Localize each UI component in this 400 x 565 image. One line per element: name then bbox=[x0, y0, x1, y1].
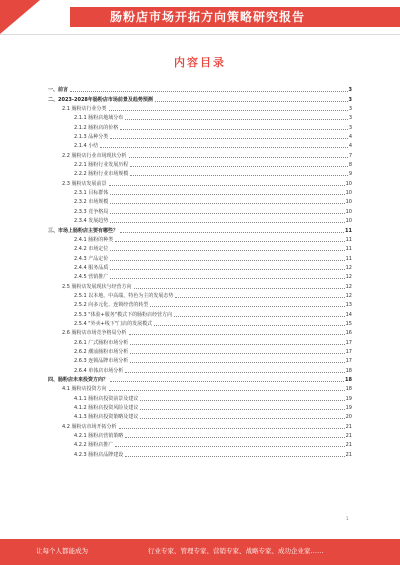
toc-entry-page: 12 bbox=[345, 292, 352, 299]
toc-entry[interactable] bbox=[48, 439, 352, 448]
toc-entry-page: 10 bbox=[345, 190, 352, 197]
toc-entry[interactable] bbox=[48, 187, 352, 196]
toc-entry-label: 四、肠粉店未来投资方向？ bbox=[48, 377, 109, 383]
toc-leader-dots bbox=[130, 344, 344, 345]
toc-entry[interactable] bbox=[48, 215, 352, 224]
toc-entry-label: 4.2 肠粉店市场开拓分析 bbox=[62, 423, 117, 430]
toc-entry[interactable] bbox=[48, 299, 352, 308]
toc-entry-page: 21 bbox=[345, 423, 352, 430]
toc-entry-label: 2.5.3 "体验+服务"模式下的肠粉店经营方向 bbox=[74, 311, 173, 318]
toc-entry-page: 10 bbox=[345, 208, 352, 215]
toc-entry-page: 20 bbox=[345, 414, 352, 421]
toc-leader-dots bbox=[150, 306, 344, 307]
toc-entry-page: 17 bbox=[345, 339, 352, 346]
toc-entry[interactable] bbox=[48, 84, 352, 93]
toc-entry-label: 2.3 肠粉店发展前景 bbox=[62, 180, 107, 187]
toc-entry-label: 2.2 肠粉店行业市场现状分析 bbox=[62, 152, 127, 159]
toc-entry-page: 3 bbox=[348, 124, 352, 131]
toc-entry[interactable] bbox=[48, 448, 352, 457]
toc-leader-dots bbox=[130, 166, 348, 167]
toc-entry-page: 4 bbox=[348, 143, 352, 150]
toc-entry-page: 15 bbox=[345, 320, 352, 327]
toc-leader-dots bbox=[125, 119, 348, 120]
toc-entry-label: 一、前言 bbox=[48, 87, 69, 94]
toc-entry-page: 11 bbox=[345, 255, 352, 262]
toc-entry[interactable] bbox=[48, 402, 352, 411]
toc-leader-dots bbox=[115, 241, 344, 242]
toc-entry-page: 11 bbox=[345, 227, 352, 234]
toc-entry-page: 18 bbox=[345, 377, 352, 383]
toc-entry[interactable] bbox=[48, 103, 352, 112]
toc-entry[interactable] bbox=[48, 121, 352, 130]
toc-entry-page: 10 bbox=[345, 199, 352, 206]
toc-entry-page: 12 bbox=[345, 274, 352, 281]
toc-leader-dots bbox=[110, 194, 344, 195]
toc-entry[interactable] bbox=[48, 224, 352, 233]
toc-leader-dots bbox=[110, 213, 344, 214]
toc-entry-page: 3 bbox=[348, 96, 352, 103]
toc-leader-dots bbox=[109, 110, 348, 111]
toc-entry-label: 4.2.3 肠粉店品牌建设 bbox=[74, 451, 124, 458]
toc-entry-page: 19 bbox=[345, 395, 352, 402]
toc-entry[interactable] bbox=[48, 374, 352, 383]
toc-entry-label: 2.1.4 小结 bbox=[74, 143, 99, 150]
toc-leader-dots bbox=[110, 260, 344, 261]
toc-entry-label: 2.6.4 单体店市场分析 bbox=[74, 367, 124, 374]
toc-entry[interactable] bbox=[48, 308, 352, 317]
toc-leader-dots bbox=[134, 288, 345, 289]
toc-entry[interactable] bbox=[48, 392, 352, 401]
toc-entry-page: 17 bbox=[345, 348, 352, 355]
toc-entry[interactable] bbox=[48, 252, 352, 261]
toc-entry-label: 2.4.1 肠粉的种类 bbox=[74, 236, 114, 243]
toc-leader-dots bbox=[125, 456, 344, 457]
toc-entry-page: 13 bbox=[345, 302, 352, 309]
toc-leader-dots bbox=[125, 437, 344, 438]
toc-leader-dots bbox=[110, 138, 348, 139]
toc-entry-label: 4.1.1 肠粉店投资前景及建议 bbox=[74, 395, 139, 402]
toc-leader-dots bbox=[130, 362, 344, 363]
toc-entry-label: 2.6 肠粉店市场竞争格局分析 bbox=[62, 330, 127, 337]
page-number: 1 bbox=[346, 516, 349, 521]
toc-entry-page: 10 bbox=[345, 218, 352, 225]
footer-banner bbox=[0, 539, 400, 565]
toc-leader-dots bbox=[109, 390, 345, 391]
toc-entry-label: 2.4.3 产品定价 bbox=[74, 255, 109, 262]
toc-leader-dots bbox=[175, 297, 344, 298]
toc-entry-label: 2.1 肠粉店行业分类 bbox=[62, 106, 107, 113]
toc-leader-dots bbox=[109, 185, 345, 186]
toc-entry-label: 2.3.2 市场规模 bbox=[74, 199, 109, 206]
toc-entry[interactable] bbox=[48, 430, 352, 439]
toc-entry-label: 2.3.4 发展趋势 bbox=[74, 218, 109, 225]
toc-entry-page: 18 bbox=[345, 367, 352, 374]
toc-entry-page: 10 bbox=[345, 180, 352, 187]
toc-leader-dots bbox=[120, 232, 344, 233]
toc-entry-label: 2.5.2 向多元化、连锁经营的转型 bbox=[74, 302, 149, 309]
toc-entry-label: 2.6.1 广式肠粉市场分析 bbox=[74, 339, 129, 346]
toc-title: 内容目录 bbox=[174, 56, 226, 69]
toc-leader-dots bbox=[129, 334, 345, 335]
toc-entry-label: 2.2.1 肠粉行业发展历程 bbox=[74, 162, 129, 169]
toc-entry[interactable] bbox=[48, 131, 352, 140]
toc-entry-label: 三、市场上肠粉店主要有哪些？ bbox=[48, 227, 119, 234]
toc-entry[interactable] bbox=[48, 355, 352, 364]
toc-leader-dots bbox=[70, 91, 348, 92]
toc-entry-page: 12 bbox=[345, 264, 352, 271]
toc-leader-dots bbox=[125, 372, 344, 373]
report-header bbox=[0, 0, 400, 35]
toc-entry[interactable] bbox=[48, 290, 352, 299]
footer-roles-text: 行业专家、管理专家、营销专家、战略专家、成功企业家…… bbox=[148, 547, 324, 555]
toc-entry-page: 3 bbox=[348, 115, 352, 122]
toc-entry[interactable] bbox=[48, 168, 352, 177]
toc-entry[interactable] bbox=[48, 196, 352, 205]
toc-leader-dots bbox=[120, 129, 348, 130]
toc-leader-dots bbox=[154, 325, 345, 326]
toc-leader-dots bbox=[155, 101, 348, 102]
toc-leader-dots bbox=[129, 157, 348, 158]
toc-entry-label: 2.5.1 以本地、中高端、特色为主的发展态势 bbox=[74, 292, 174, 299]
toc-entry-label: 4.1.2 肠粉店投资风险及建议 bbox=[74, 405, 139, 412]
toc-entry-label: 2.3.1 目标群体 bbox=[74, 190, 109, 197]
toc-entry-page: 18 bbox=[345, 386, 352, 393]
toc-entry-page: 12 bbox=[345, 283, 352, 290]
toc-entry[interactable] bbox=[48, 243, 352, 252]
toc-entry-page: 7 bbox=[348, 152, 352, 159]
toc-entry-label: 2.2.2 肠粉行业市场规模 bbox=[74, 171, 129, 178]
toc-entry-page: 4 bbox=[348, 134, 352, 141]
toc-entry-page: 17 bbox=[345, 358, 352, 365]
toc-entry-label: 2.6.2 潮汕肠粉市场分析 bbox=[74, 348, 129, 355]
toc-entry[interactable] bbox=[48, 346, 352, 355]
toc-entry[interactable] bbox=[48, 336, 352, 345]
toc-entry-label: 2.5.4 "外卖+线下"门店的发展模式 bbox=[74, 320, 153, 327]
toc-entry[interactable] bbox=[48, 318, 352, 327]
toc-entry-label: 4.2.1 肠粉店营销策略 bbox=[74, 433, 124, 440]
toc-entry-page: 21 bbox=[345, 433, 352, 440]
toc-leader-dots bbox=[140, 400, 344, 401]
toc-entry-page: 11 bbox=[345, 236, 352, 243]
toc-entry-label: 2.4.5 营销推广 bbox=[74, 274, 109, 281]
toc-leader-dots bbox=[110, 381, 344, 382]
toc-entry-label: 2.6.3 连锁品牌市场分析 bbox=[74, 358, 129, 365]
toc-leader-dots bbox=[110, 269, 344, 270]
toc-entry-page: 21 bbox=[345, 451, 352, 458]
toc-entry-label: 2.1.2 肠粉店的价格 bbox=[74, 124, 119, 131]
toc-leader-dots bbox=[110, 222, 344, 223]
toc-entry-page: 21 bbox=[345, 442, 352, 449]
footer-lead-text: 让每个人都能成为 bbox=[36, 547, 88, 555]
toc-leader-dots bbox=[174, 316, 345, 317]
toc-entry[interactable] bbox=[48, 149, 352, 158]
toc-entry-label: 4.2.2 肠粉店推广 bbox=[74, 442, 114, 449]
toc-entry[interactable] bbox=[48, 205, 352, 214]
toc-entry[interactable] bbox=[48, 411, 352, 420]
toc-entry-label: 2.1.3 品种分类 bbox=[74, 134, 109, 141]
toc-entry-label: 2.4.2 市场定位 bbox=[74, 246, 109, 253]
toc-entry-label: 2.3.3 竞争格局 bbox=[74, 208, 109, 215]
toc-entry-page: 19 bbox=[345, 405, 352, 412]
toc-entry[interactable] bbox=[48, 262, 352, 271]
table-of-contents bbox=[48, 84, 352, 458]
toc-entry-page: 3 bbox=[348, 106, 352, 113]
toc-leader-dots bbox=[119, 428, 345, 429]
toc-entry-page: 16 bbox=[345, 330, 352, 337]
toc-entry[interactable] bbox=[48, 159, 352, 168]
report-title: 肠粉店市场开拓方向策略研究报告 bbox=[110, 10, 306, 24]
toc-entry-page: 8 bbox=[348, 162, 352, 169]
toc-entry-label: 2.4.4 服务品质 bbox=[74, 264, 109, 271]
toc-entry-label: 4.1.3 肠粉店投资策略及建议 bbox=[74, 414, 139, 421]
toc-entry[interactable] bbox=[48, 271, 352, 280]
toc-entry-label: 4.1 肠粉店投资方向 bbox=[62, 386, 107, 393]
toc-entry[interactable] bbox=[48, 327, 352, 336]
toc-entry-page: 14 bbox=[345, 311, 352, 318]
toc-leader-dots bbox=[115, 446, 344, 447]
header-corner-accent bbox=[0, 0, 40, 34]
toc-leader-dots bbox=[100, 147, 348, 148]
toc-leader-dots bbox=[140, 418, 344, 419]
toc-leader-dots bbox=[110, 250, 344, 251]
toc-entry[interactable] bbox=[48, 420, 352, 429]
toc-entry-page: 11 bbox=[345, 246, 352, 253]
toc-leader-dots bbox=[130, 353, 344, 354]
toc-entry[interactable] bbox=[48, 364, 352, 373]
toc-entry[interactable] bbox=[48, 140, 352, 149]
toc-leader-dots bbox=[110, 278, 344, 279]
toc-entry-page: 3 bbox=[348, 87, 352, 94]
toc-entry[interactable] bbox=[48, 177, 352, 186]
toc-leader-dots bbox=[140, 409, 344, 410]
toc-entry[interactable] bbox=[48, 112, 352, 121]
toc-entry-label: 二、2023-2028年肠粉店市场前景及趋势预测 bbox=[48, 96, 153, 103]
toc-leader-dots bbox=[110, 203, 344, 204]
toc-entry-label: 2.5 肠粉店发展现状与经营方向 bbox=[62, 283, 132, 290]
toc-entry[interactable] bbox=[48, 280, 352, 289]
toc-entry[interactable] bbox=[48, 93, 352, 102]
toc-entry[interactable] bbox=[48, 383, 352, 392]
toc-entry-label: 2.1.1 肠粉店地域分布 bbox=[74, 115, 124, 122]
toc-entry-page: 9 bbox=[348, 171, 352, 178]
toc-leader-dots bbox=[130, 175, 348, 176]
toc-entry[interactable] bbox=[48, 234, 352, 243]
